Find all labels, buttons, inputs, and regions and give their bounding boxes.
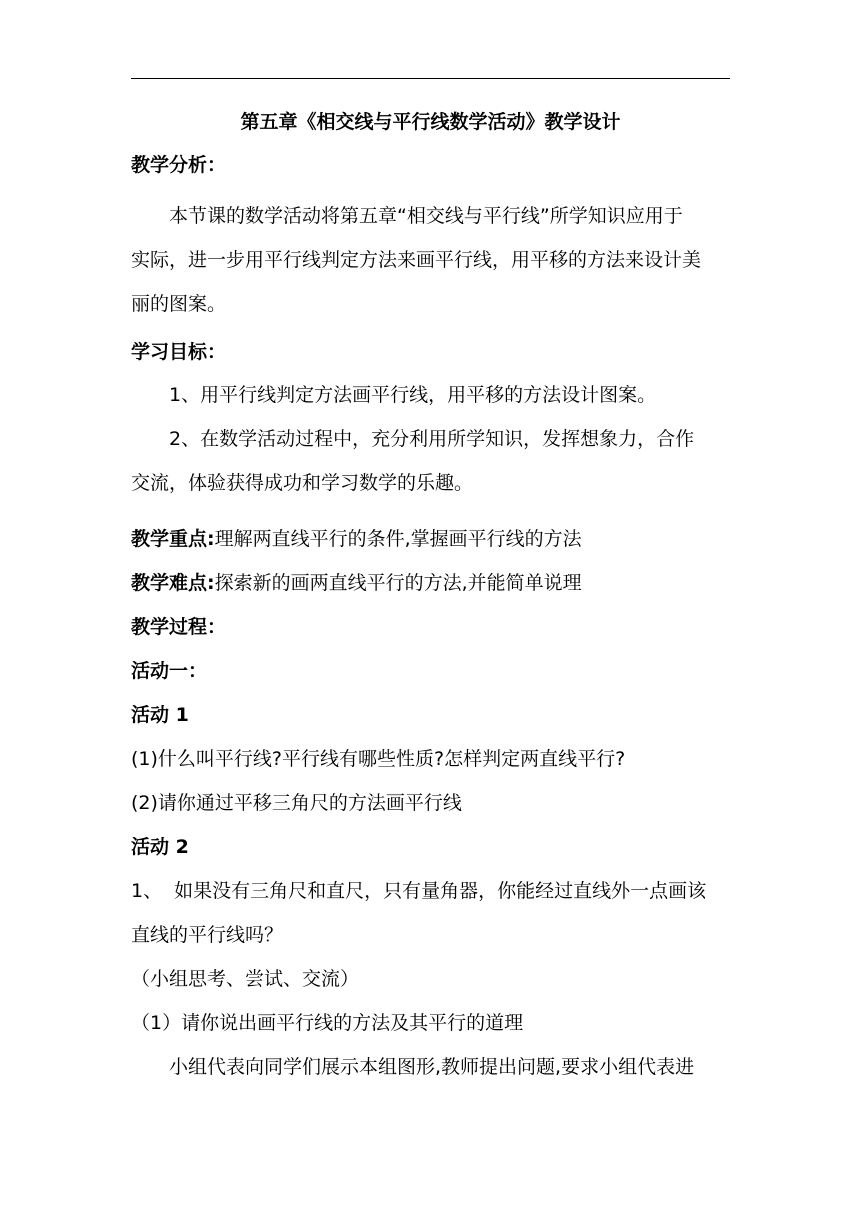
difficulty	[131, 561, 730, 605]
key-point-text: 理解两直线平行的条件,掌握画平行线的方法	[214, 528, 582, 550]
goals-heading: 学习目标：	[131, 341, 227, 363]
analysis-heading: 教学分析：	[131, 154, 227, 176]
activity-2-line: 1、 如果没有三角尺和直尺，只有量角器，你能经过直线外一点画该	[131, 880, 707, 902]
process-heading: 教学过程：	[131, 616, 227, 638]
activity-2-question-1	[131, 869, 730, 957]
difficulty-label: 教学难点:	[131, 572, 215, 594]
goal-line: 2、在数学活动过程中，充分利用所学知识，发挥想象力，合作	[169, 428, 695, 450]
group-note: （小组思考、尝试、交流）	[131, 968, 360, 990]
key-point-label: 教学重点:	[131, 528, 215, 550]
analysis-paragraph	[131, 194, 730, 326]
key-point	[131, 517, 730, 561]
goal-item-1: 1、用平行线判定方法画平行线，用平移的方法设计图案。	[169, 384, 657, 406]
difficulty-text: 探索新的画两直线平行的方法,并能简单说理	[214, 572, 582, 594]
header-rule	[131, 78, 730, 79]
activity-2-heading: 活动 2	[131, 836, 189, 858]
goal-item-2	[131, 417, 730, 505]
activity-2-line: 直线的平行线吗？	[131, 924, 284, 946]
goal-line: 交流，体验获得成功和学习数学的乐趣。	[131, 472, 474, 494]
activity-1-item: (2)请你通过平移三角尺的方法画平行线	[131, 792, 462, 814]
document-title: 第五章《相交线与平行线数学活动》教学设计	[240, 111, 621, 133]
sub-item-1: （1）请你说出画平行线的方法及其平行的道理	[131, 1012, 524, 1034]
analysis-line: 丽的图案。	[131, 293, 227, 315]
activity-1-heading: 活动 1	[131, 704, 189, 726]
activity-one-heading: 活动一：	[131, 660, 208, 682]
analysis-line: 实际，进一步用平行线判定方法来画平行线，用平移的方法来设计美	[131, 249, 702, 271]
analysis-line: 本节课的数学活动将第五章“相交线与平行线”所学知识应用于	[169, 205, 683, 227]
document-body	[131, 108, 730, 1089]
final-line: 小组代表向同学们展示本组图形,教师提出问题,要求小组代表进	[169, 1056, 695, 1078]
activity-1-item: (1)什么叫平行线?平行线有哪些性质?怎样判定两直线平行?	[131, 748, 626, 770]
